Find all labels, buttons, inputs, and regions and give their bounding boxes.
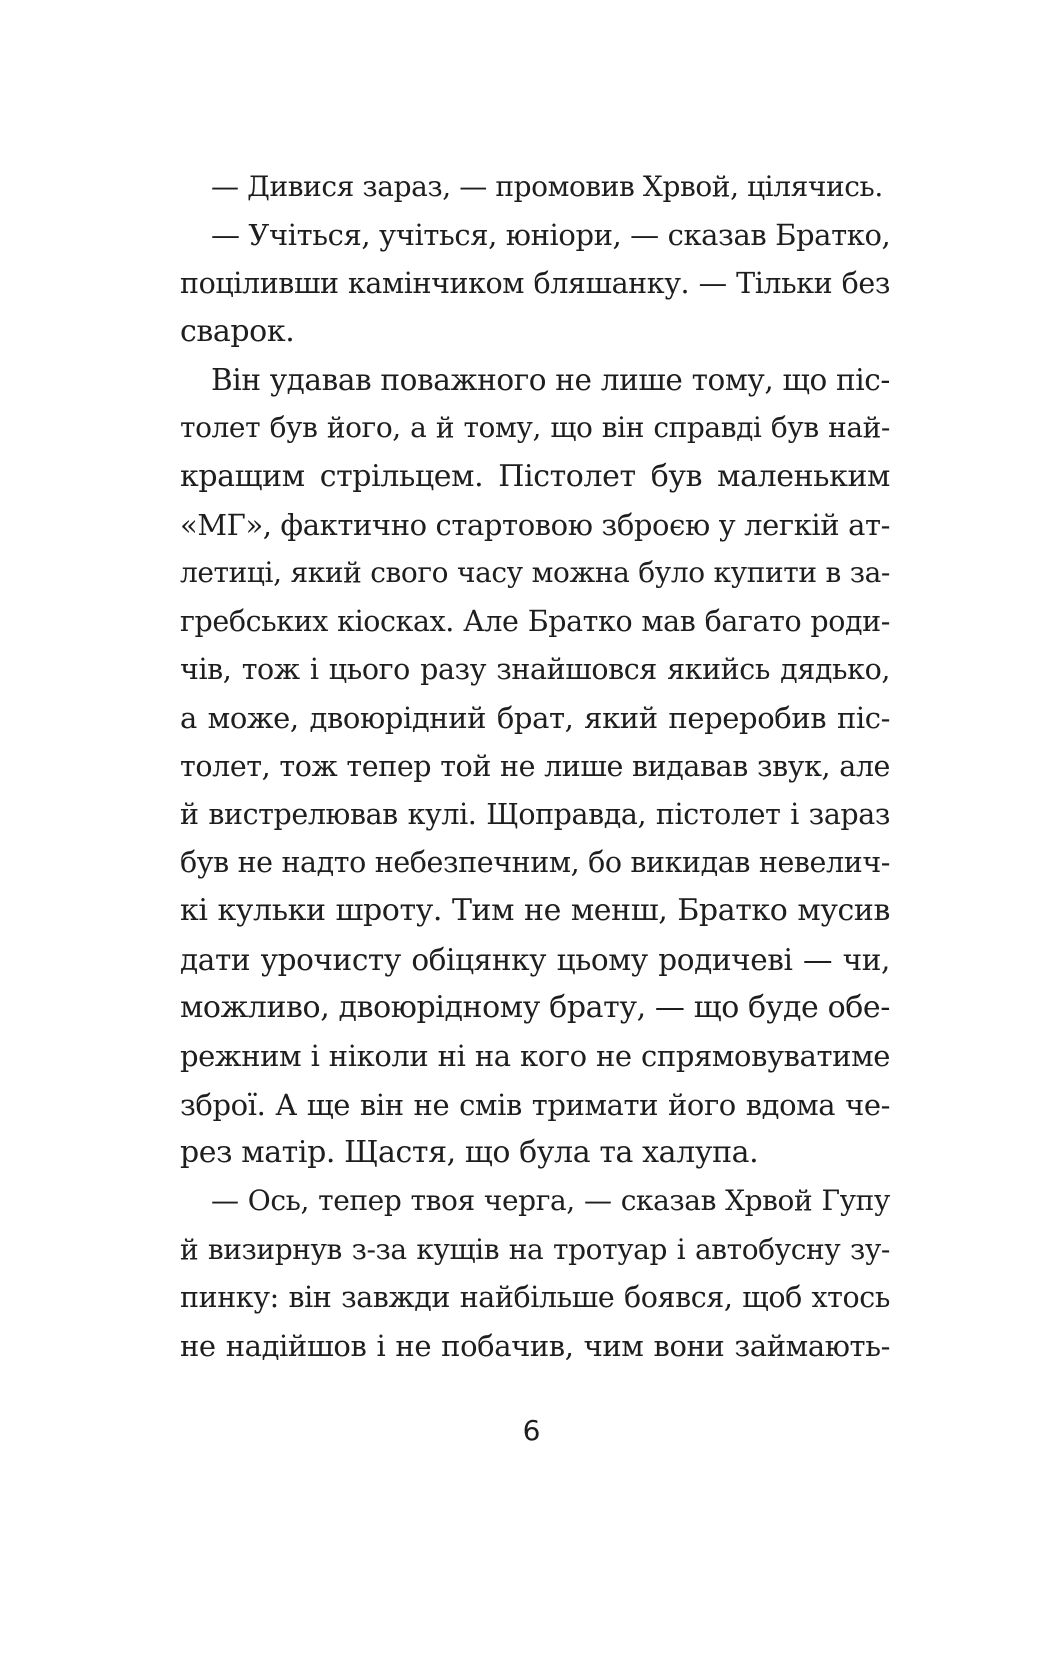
text-line: толет був його, а й тому, що він справді був най- — [180, 411, 890, 445]
text-line: й вистрелював кулі. Щоправда, пістолет і зараз — [180, 797, 890, 831]
text-line: летиці, який свого часу можна було купити в за- — [180, 556, 890, 590]
text-line: «МГ», фактично стартовою зброєю у легкій ат- — [180, 508, 890, 543]
text-line: кращим стрільцем. Пістолет був маленьким — [180, 458, 890, 494]
text-line: зброї. А ще він не смів тримати його вдома че- — [180, 1087, 890, 1122]
text-line: а може, двоюрідний брат, який переробив піс- — [180, 701, 890, 736]
text-line: — Дивися зараз, — промовив Хрвой, цілячись. — [211, 170, 883, 203]
text-line: Він удавав поважного не лише тому, що піс- — [211, 363, 890, 398]
text-line: — Учіться, учіться, юніори, — сказав Братко, — [211, 218, 891, 253]
text-line: був не надто небезпечним, бо викидав невелич- — [180, 846, 890, 880]
text-line: гребських кіосках. Але Братко мав багато роди- — [180, 604, 890, 638]
text-line: можливо, двоюрідному брату, — що буде обе- — [180, 990, 890, 1026]
text-line: поціливши камінчиком бляшанку. — Тільки без — [180, 266, 890, 300]
text-line: сварок. — [180, 313, 295, 349]
text-line: рез матір. Щастя, що була та халупа. — [180, 1134, 759, 1170]
text-line: толет, тож тепер той не лише видавав звук, але — [180, 749, 890, 783]
text-line: кі кульки шроту. Тим не менш, Братко мусив — [180, 893, 890, 929]
page-number: 6 — [522, 1414, 541, 1447]
text-line: — Ось, тепер твоя черга, — сказав Хрвой Гупу — [211, 1184, 890, 1218]
text-line: режним і ніколи ні на кого не спрямовуватиме — [180, 1039, 890, 1074]
text-line: й визирнув з-за кущів на тротуар і автобусну зу- — [180, 1232, 890, 1266]
body-text — [180, 163, 890, 1370]
text-line: пинку: він завжди найбільше боявся, щоб хтось — [180, 1280, 890, 1314]
text-line: не надійшов і не побачив, чим вони займають- — [180, 1329, 890, 1364]
text-line: дати урочисту обіцянку цьому родичеві — чи, — [180, 942, 890, 977]
text-line: чів, тож і цього разу знайшовся якийсь дядько, — [180, 652, 890, 686]
